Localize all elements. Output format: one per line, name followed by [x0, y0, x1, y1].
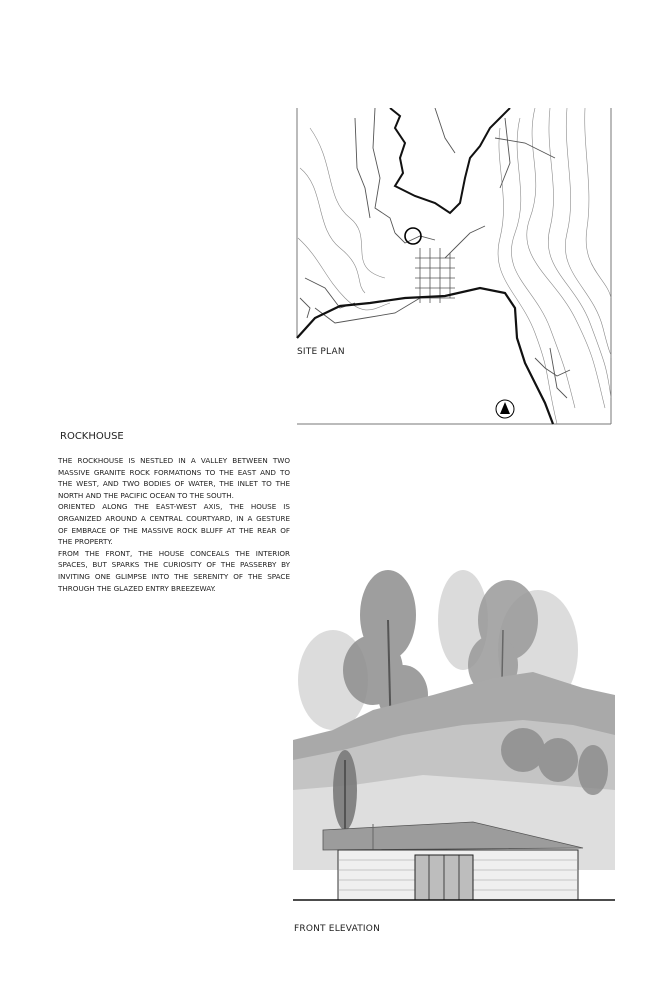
description-paragraph: FROM THE FRONT, THE HOUSE CONCEALS THE INTERIOR SPACES, BUT SPARKS THE CURIOSITY OF THE PASSERBY BY INVITING ONE GLIMPSE INTO THE SERENITY OF THE SPACE THROUGH THE GLAZED ENTRY BREEZEWAY.: [58, 548, 290, 593]
site-plan-map: [295, 108, 613, 426]
front-elevation-caption: FRONT ELEVATION: [294, 924, 380, 934]
site-plan-caption: SITE PLAN: [297, 347, 345, 357]
front-elevation-drawing: [293, 560, 615, 915]
description-paragraph: THE ROCKHOUSE IS NESTLED IN A VALLEY BETWEEN TWO MASSIVE GRANITE ROCK FORMATIONS TO THE EAST AND TO THE WEST, AND TWO BODIES OF WATER, THE INLET TO THE NORTH AND THE PACIFIC OCEAN TO THE SOUTH.: [58, 456, 290, 500]
north-arrow-icon: [496, 400, 514, 418]
page-title: ROCKHOUSE: [60, 431, 124, 442]
description-paragraph: ORIENTED ALONG THE EAST-WEST AXIS, THE HOUSE IS ORGANIZED AROUND A CENTRAL COURTYARD, IN A GESTURE OF EMBRACE OF THE MASSIVE ROCK BLUFF AT THE REAR OF THE PROPERTY.: [58, 502, 290, 547]
description-text: [58, 455, 290, 594]
